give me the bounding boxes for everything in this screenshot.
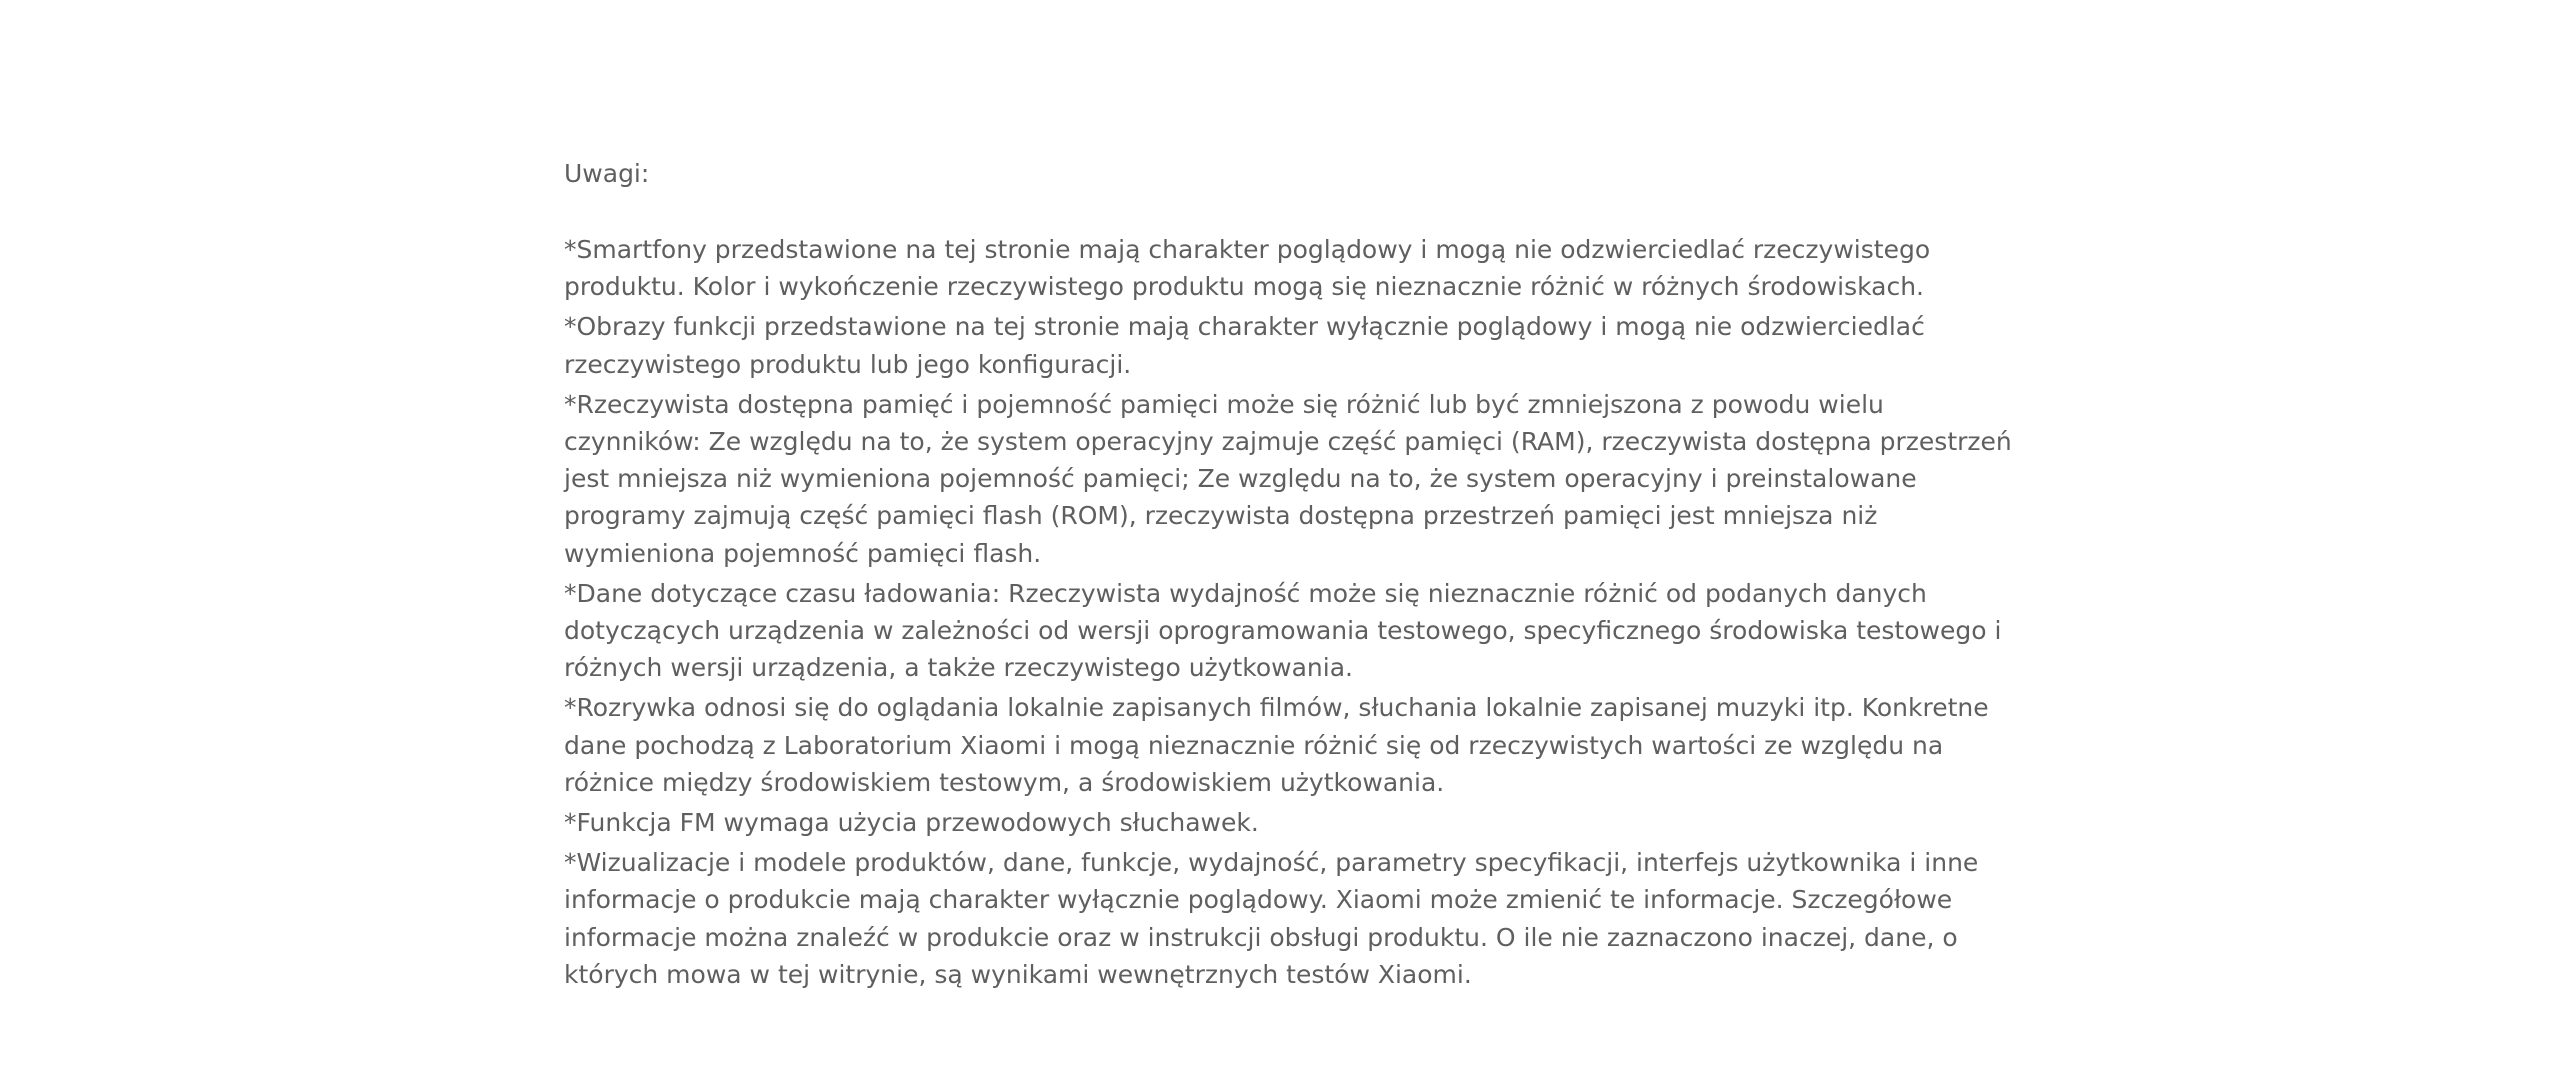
note-fm-radio: *Funkcja FM wymaga użycia przewodowych słuchawek. [564, 808, 1259, 838]
note-entertainment: *Rozrywka odnosi się do oglądania lokalnie zapisanych filmów, słuchania lokalnie zapisanej muzyki itp. Konkretne dane pochodzą z Laboratorium Xiaomi i mogą nieznacznie różnić się od rzeczywistych wartości ze względu na różnice między środowiskiem testowym, a środowiskiem użytkowania. [564, 693, 1989, 797]
note-charging-time: *Dane dotyczące czasu ładowania: Rzeczywista wydajność może się nieznacznie różnić od podanych danych dotyczących urządzenia w zależności od wersji oprogramowania testowego, specyficznego środowiska testowego i różnych wersji urządzenia, a także rzeczywistego użytkowania. [564, 578, 2002, 683]
notes-section [564, 155, 2024, 996]
note-feature-images: *Obrazy funkcji przedstawione na tej stronie mają charakter wyłącznie poglądowy i mogą nie odzwierciedlać rzeczywistego produktu lub jego konfiguracji. [564, 312, 1925, 379]
note-smartphones-illustrative: *Smartfony przedstawione na tej stronie mają charakter poglądowy i mogą nie odzwierciedlać rzeczywistego produktu. Kolor i wykończenie rzeczywistego produktu mogą się nieznacznie różnić w różnych środowiskach. [564, 235, 1931, 302]
note-visualizations-data: *Wizualizacje i modele produktów, dane, funkcje, wydajność, parametry specyfikacji, interfejs użytkownika i inne informacje o produkcie mają charakter wyłącznie poglądowy. Xiaomi może zmienić te informacje. Szczegółowe informacje można znaleźć w produkcie oraz w instrukcji obsługi produktu. O ile nie zaznaczono inaczej, dane, o których mowa w tej witrynie, są wynikami wewnętrznych testów Xiaomi. [564, 848, 1979, 989]
notes-title: Uwagi: [564, 159, 650, 188]
note-memory-capacity: *Rzeczywista dostępna pamięć i pojemność pamięci może się różnić lub być zmniejszona z powodu wielu czynników: Ze względu na to, że system operacyjny zajmuje część pamięci (RAM), rzeczywista dostępna przestrzeń jest mniejsza niż wymieniona pojemność pamięci; Ze względu na to, że system operacyjny i preinstalowane programy zajmują część pamięci flash (ROM), rzeczywista dostępna przestrzeń pamięci jest mniejsza niż wymieniona pojemność pamięci flash. [564, 389, 2012, 568]
